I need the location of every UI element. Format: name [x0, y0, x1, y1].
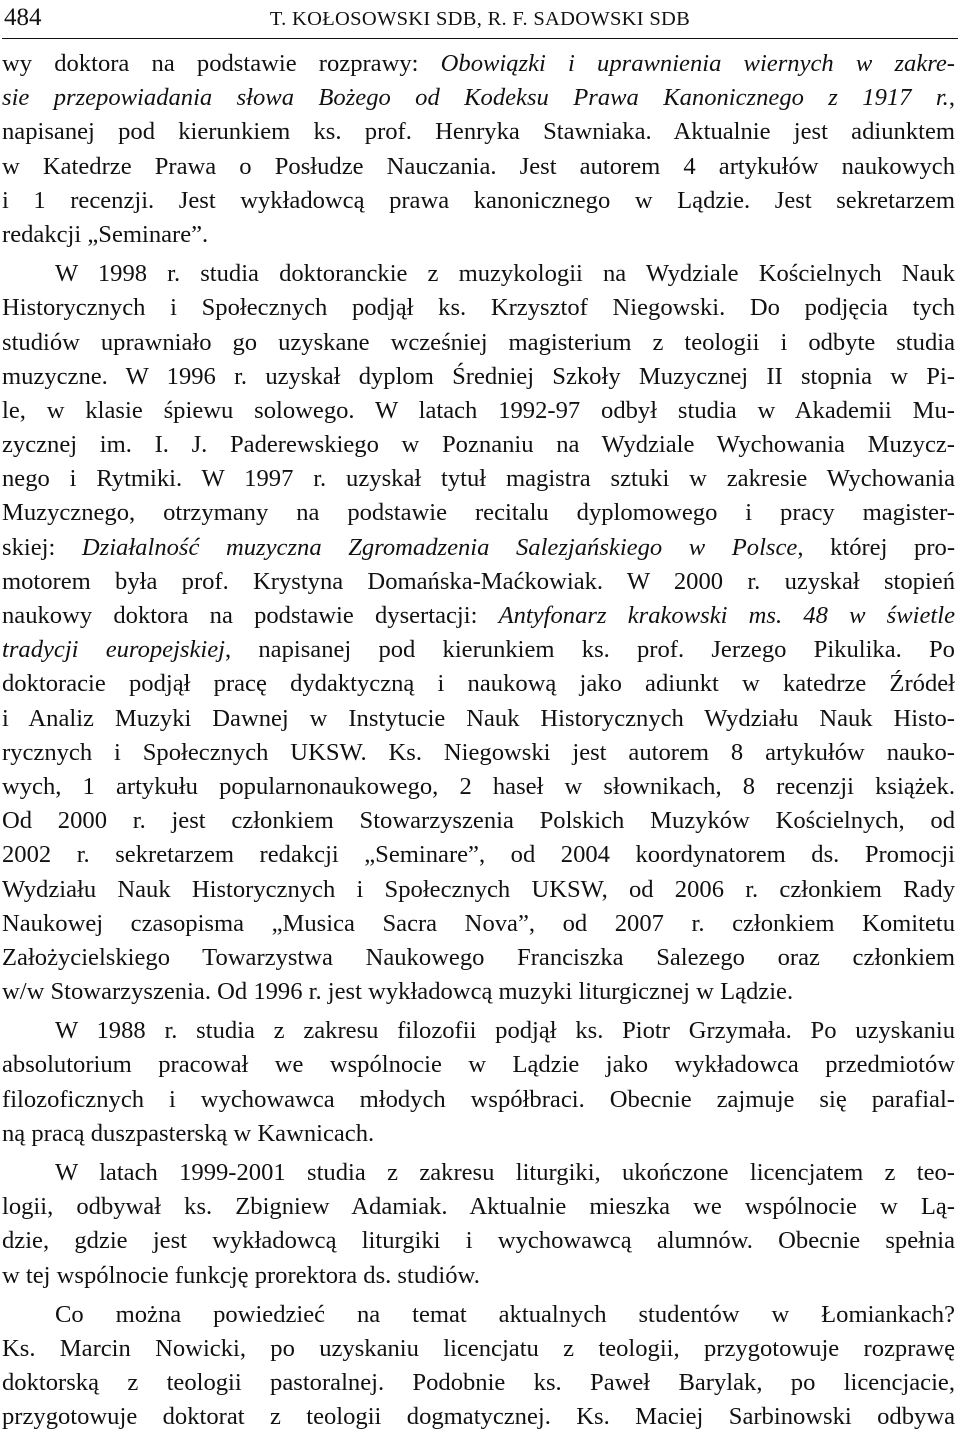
text-line [2, 531, 955, 565]
text-run: w/w Stowarzyszenia. Od 1996 r. jest wykładowcą muzyki liturgicznej w Lądzie. [2, 978, 794, 1006]
text-run: W 1988 r. studia z zakresu filozofii podjął ks. Piotr Grzymała. Po uzyskaniu [55, 1017, 955, 1045]
text-line [2, 1400, 955, 1434]
page-header [2, 0, 958, 39]
text-line [2, 1332, 955, 1366]
text-line [2, 838, 955, 872]
text-run: przygotowuje doktorat z teologii dogmatycznej. Ks. Maciej Sarbinowski odbywa [2, 1403, 955, 1431]
text-run: napisanej pod kierunkiem ks. prof. Henryka Stawniaka. Aktualnie jest adiunktem [2, 118, 955, 146]
page-number: 484 [4, 4, 42, 31]
text-run: Wydziału Nauk Historycznych i Społecznych UKSW, od 2006 r. członkiem Rady [2, 875, 955, 903]
text-line [2, 150, 955, 184]
text-line [2, 428, 955, 462]
text-line [2, 599, 955, 633]
text-line [2, 496, 955, 530]
text-run: le, w klasie śpiewu solowego. W latach 1992-97 odbył studia w Akademii Mu- [2, 396, 955, 424]
text-line [2, 47, 955, 81]
text-run: nego i Rytmiki. W 1997 r. uzyskał tytuł magistra sztuki w zakresie Wychowania [2, 465, 955, 493]
text-run: muzyczne. W 1996 r. uzyskał dyplom Średniej Szkoły Muzycznej II stopnia w Pi- [2, 362, 955, 390]
text-run: Historycznych i Społecznych podjął ks. Krzysztof Niegowski. Do podjęcia tych [2, 294, 955, 322]
text-line [2, 702, 955, 736]
text-run: logii, odbywał ks. Zbigniew Adamiak. Aktualnie mieszka we wspólnocie w Lą- [2, 1193, 955, 1221]
text-line [2, 115, 955, 149]
text-run: filozoficznych i wychowawca młodych współbraci. Obecnie zajmuje się parafial- [2, 1085, 955, 1113]
text-run: W latach 1999-2001 studia z zakresu liturgiki, ukończone licencjatem z teo- [55, 1159, 955, 1186]
text-line [2, 326, 955, 360]
text-run: wy doktora na podstawie rozprawy: [2, 50, 441, 77]
text-run: , napisanej pod kierunkiem ks. prof. Jerzego Pikulika. Po [225, 636, 955, 664]
body-text [2, 47, 955, 1435]
italic-text-run: Antyfonarz krakowski ms. 48 w świetle [498, 602, 955, 629]
text-run: wych, 1 artykułu popularnonaukowego, 2 haseł w słownikach, 8 recenzji książek. [2, 772, 955, 800]
text-line [2, 873, 955, 907]
text-run: redakcji „Seminare”. [2, 220, 209, 248]
text-run: i 1 recenzji. Jest wykładowcą prawa kanonicznego w Lądzie. Jest sekretarzem [2, 186, 955, 214]
text-line [2, 360, 955, 394]
text-run: Założycielskiego Towarzystwa Naukowego Franciszka Salezego oraz członkiem [2, 943, 955, 971]
text-line [2, 1156, 955, 1190]
text-line [2, 667, 955, 701]
text-line [2, 394, 955, 428]
text-line [2, 736, 955, 770]
text-run: , której pro- [797, 533, 956, 561]
text-line [2, 565, 955, 599]
text-run: dzie, gdzie jest wykładowcą liturgiki i wychowawcą alumnów. Obecnie spełnia [2, 1227, 955, 1255]
text-line [2, 804, 955, 838]
text-run: skiej: [2, 533, 82, 561]
text-line [2, 218, 955, 252]
text-run: w Katedrze Prawa o Posłudze Nauczania. Jest autorem 4 artykułów naukowych [2, 152, 955, 180]
text-line [2, 81, 955, 115]
text-run: i Analiz Muzyki Dawnej w Instytucie Nauk Historycznych Wydziału Nauk Histo- [2, 704, 955, 732]
running-head: T. KOŁOSOWSKI SDB, R. F. SADOWSKI SDB [269, 8, 691, 30]
text-run: Muzycznego, otrzymany na podstawie recitalu dyplomowego i pracy magister- [2, 499, 955, 527]
text-run: naukowy doktora na podstawie dysertacji: [2, 602, 499, 629]
text-line [2, 1048, 955, 1082]
text-run: absolutorium pracował we wspólnocie w Lądzie jako wykładowca przedmiotów [2, 1051, 955, 1079]
text-run: 2002 r. sekretarzem redakcji „Seminare”, od 2004 koordynatorem ds. Promocji [2, 841, 955, 869]
text-line [2, 1366, 955, 1400]
italic-text-run: Obowiązki i uprawnienia wiernych w zakre- [440, 50, 955, 77]
text-line [2, 257, 955, 291]
text-line [2, 1083, 955, 1117]
text-line [2, 184, 955, 218]
italic-text-run: sie przepowiadania słowa Bożego od Kodeksu Prawa Kanonicznego z 1917 r. [2, 84, 949, 112]
text-run: Ks. Marcin Nowicki, po uzyskaniu licencjatu z teologii, przygotowuje rozprawę [2, 1334, 955, 1362]
text-run: doktorską z teologii pastoralnej. Podobnie ks. Paweł Barylak, po licencjacie, [2, 1369, 955, 1397]
text-run: Od 2000 r. jest członkiem Stowarzyszenia Polskich Muzyków Kościelnych, od [2, 807, 955, 835]
text-line [2, 1224, 955, 1258]
text-line [2, 1190, 955, 1224]
text-run: motorem była prof. Krystyna Domańska-Maćkowiak. W 2000 r. uzyskał stopień [2, 567, 955, 595]
text-line [2, 941, 955, 975]
text-line [2, 462, 955, 496]
text-run: , [948, 84, 955, 112]
italic-text-run: tradycji europejskiej [2, 636, 225, 664]
text-run: ną pracą duszpasterską w Kawnicach. [2, 1119, 375, 1147]
text-run: rycznych i Społecznych UKSW. Ks. Niegowski jest autorem 8 artykułów nauko- [2, 738, 955, 766]
italic-text-run: Działalność muzyczna Zgromadzenia Salezjańskiego w Polsce [81, 533, 798, 561]
text-line [2, 1014, 955, 1048]
text-line [2, 291, 955, 325]
text-run: Naukowej czasopisma „Musica Sacra Nova”, od 2007 r. członkiem Komitetu [2, 909, 955, 937]
text-run: studiów uprawniało go uzyskane wcześniej magisterium z teologii i odbyte studia [2, 328, 955, 356]
text-run: zycznej im. I. J. Paderewskiego w Poznaniu na Wydziale Wychowania Muzycz- [2, 431, 955, 459]
text-line [2, 1117, 955, 1151]
text-run: doktoracie podjął pracę dydaktyczną i naukową jako adiunkt w katedrze Źródeł [2, 670, 955, 698]
text-line [2, 975, 955, 1009]
text-run: w tej wspólnocie funkcję prorektora ds. studiów. [2, 1261, 480, 1289]
text-line [2, 770, 955, 804]
text-run: Co można powiedzieć na temat aktualnych studentów w Łomiankach? [55, 1300, 955, 1328]
text-line [2, 1259, 955, 1293]
text-line [2, 1298, 955, 1332]
text-line [2, 907, 955, 941]
text-line [2, 633, 955, 667]
text-run: W 1998 r. studia doktoranckie z muzykologii na Wydziale Kościelnych Nauk [55, 260, 955, 288]
